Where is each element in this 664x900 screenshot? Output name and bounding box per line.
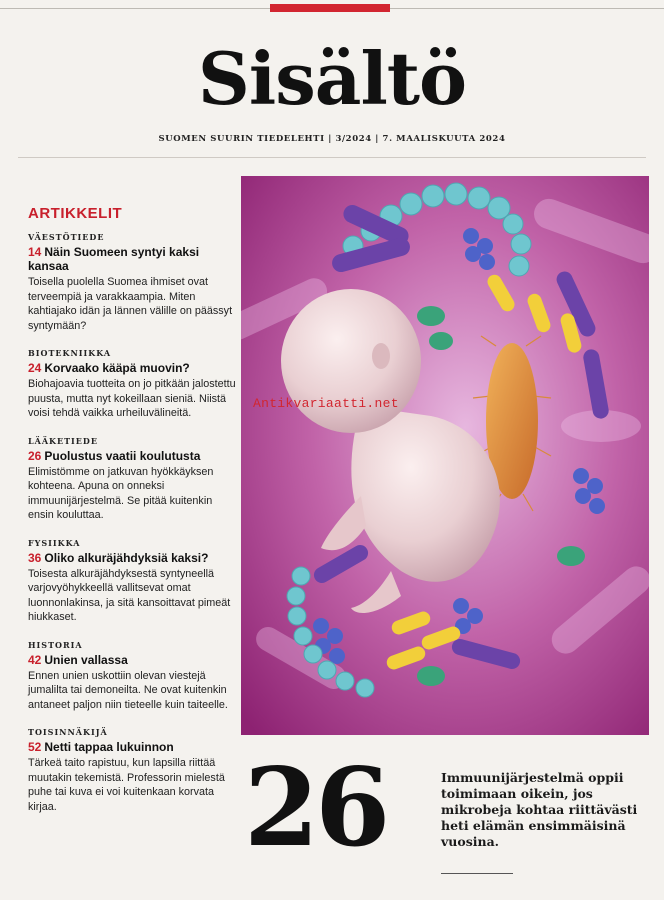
header-divider [18,157,646,158]
article-category: TOISINNÄKIJÄ [28,727,108,737]
article-category: FYSIIKKA [28,537,81,548]
article-heading[interactable] [28,245,238,273]
fetus-microbes-illustration [241,176,649,735]
article-title: Unien vallassa [44,652,128,667]
article-description: Biohajoavia tuotteita on jo pitkään jalostettu puusta, mutta nyt kokeillaan sieniä. Niistä voisi tehdä vaikka urheiluvälineitä. [28,378,236,419]
article-description: Toisella puolella Suomea ihmiset ovat terveempiä ja varakkaampia. Miten kahtiajako idän ja lännen välille on päässyt syntymään? [28,276,233,332]
article-page-number: 42 [28,652,42,667]
article-title: Näin Suomeen syntyi kaksi kansaa [28,245,200,273]
article-entry[interactable] [28,640,238,713]
article-category: LÄÄKETIEDE [28,435,98,446]
caption-rule [441,873,513,874]
article-heading[interactable] [28,551,238,565]
article-heading[interactable] [28,361,238,375]
article-description: Toisesta alkuräjähdyksestä syntyneellä varjovyöhykkeellä vallitsevat omat luonnonlakinsa, ja sitä kansoittavat pimeät hiukkaset. [28,567,231,623]
article-title: Oliko alkuräjähdyksiä kaksi? [44,550,209,565]
article-description: Tärkeä taito rapistuu, kun lapsilla riittää muutakin tekemistä. Professorin mielestä puhe tai kuva ei voi kuitenkaan korvata kirjaa. [28,757,225,813]
article-title: Puolustus vaatii koulutusta [44,448,201,463]
article-category: VÄESTÖTIEDE [28,232,105,242]
article-heading[interactable] [28,740,238,754]
article-description: Elimistömme on jatkuvan hyökkäyksen kohteena. Apuna on onneksi immuunijärjestelmä. Se pitää kuitenkin ensin kouluttaa. [28,465,214,521]
article-title: Netti tappaa lukuinnon [44,740,174,754]
article-list [28,205,238,829]
article-entry[interactable] [28,727,238,814]
article-page-number: 14 [28,245,42,259]
article-page-number: 26 [28,448,42,463]
watermark-text: Antikvariaatti.net [253,396,399,411]
article-category: BIOTEKNIIKKA [28,348,112,358]
feature-illustration[interactable] [241,176,649,735]
article-category: HISTORIA [28,639,83,650]
article-page-number: 24 [28,361,42,375]
feature-page-number[interactable]: 26 [244,745,387,871]
article-heading[interactable] [28,449,238,463]
article-entry[interactable] [28,348,238,421]
page-title: Sisältö [197,36,467,121]
masthead-line: SUOMEN SUURIN TIEDELEHTI | 3/2024 | 7. MAALISKUUTA 2024 [158,134,506,144]
article-entry[interactable] [28,538,238,625]
article-description: Ennen unien uskottiin olevan viestejä jumalilta tai demoneilta. Ne ovat kuitenkin antaneet paljon niin tieteelle kuin taiteelle. [28,669,228,711]
red-tab [270,4,390,12]
article-page-number: 52 [28,740,42,754]
article-entry[interactable] [28,232,238,333]
article-title: Korvaako kääpä muovin? [44,361,190,375]
section-label: ARTIKKELIT [28,205,123,222]
feature-caption: Immuunijärjestelmä oppii toimimaan oikein, jos mikrobeja kohtaa riittävästi heti elämän ensimmäisinä vuosina. [441,770,638,849]
article-heading[interactable] [28,653,238,667]
article-page-number: 36 [28,550,42,565]
article-entry[interactable] [28,436,238,523]
